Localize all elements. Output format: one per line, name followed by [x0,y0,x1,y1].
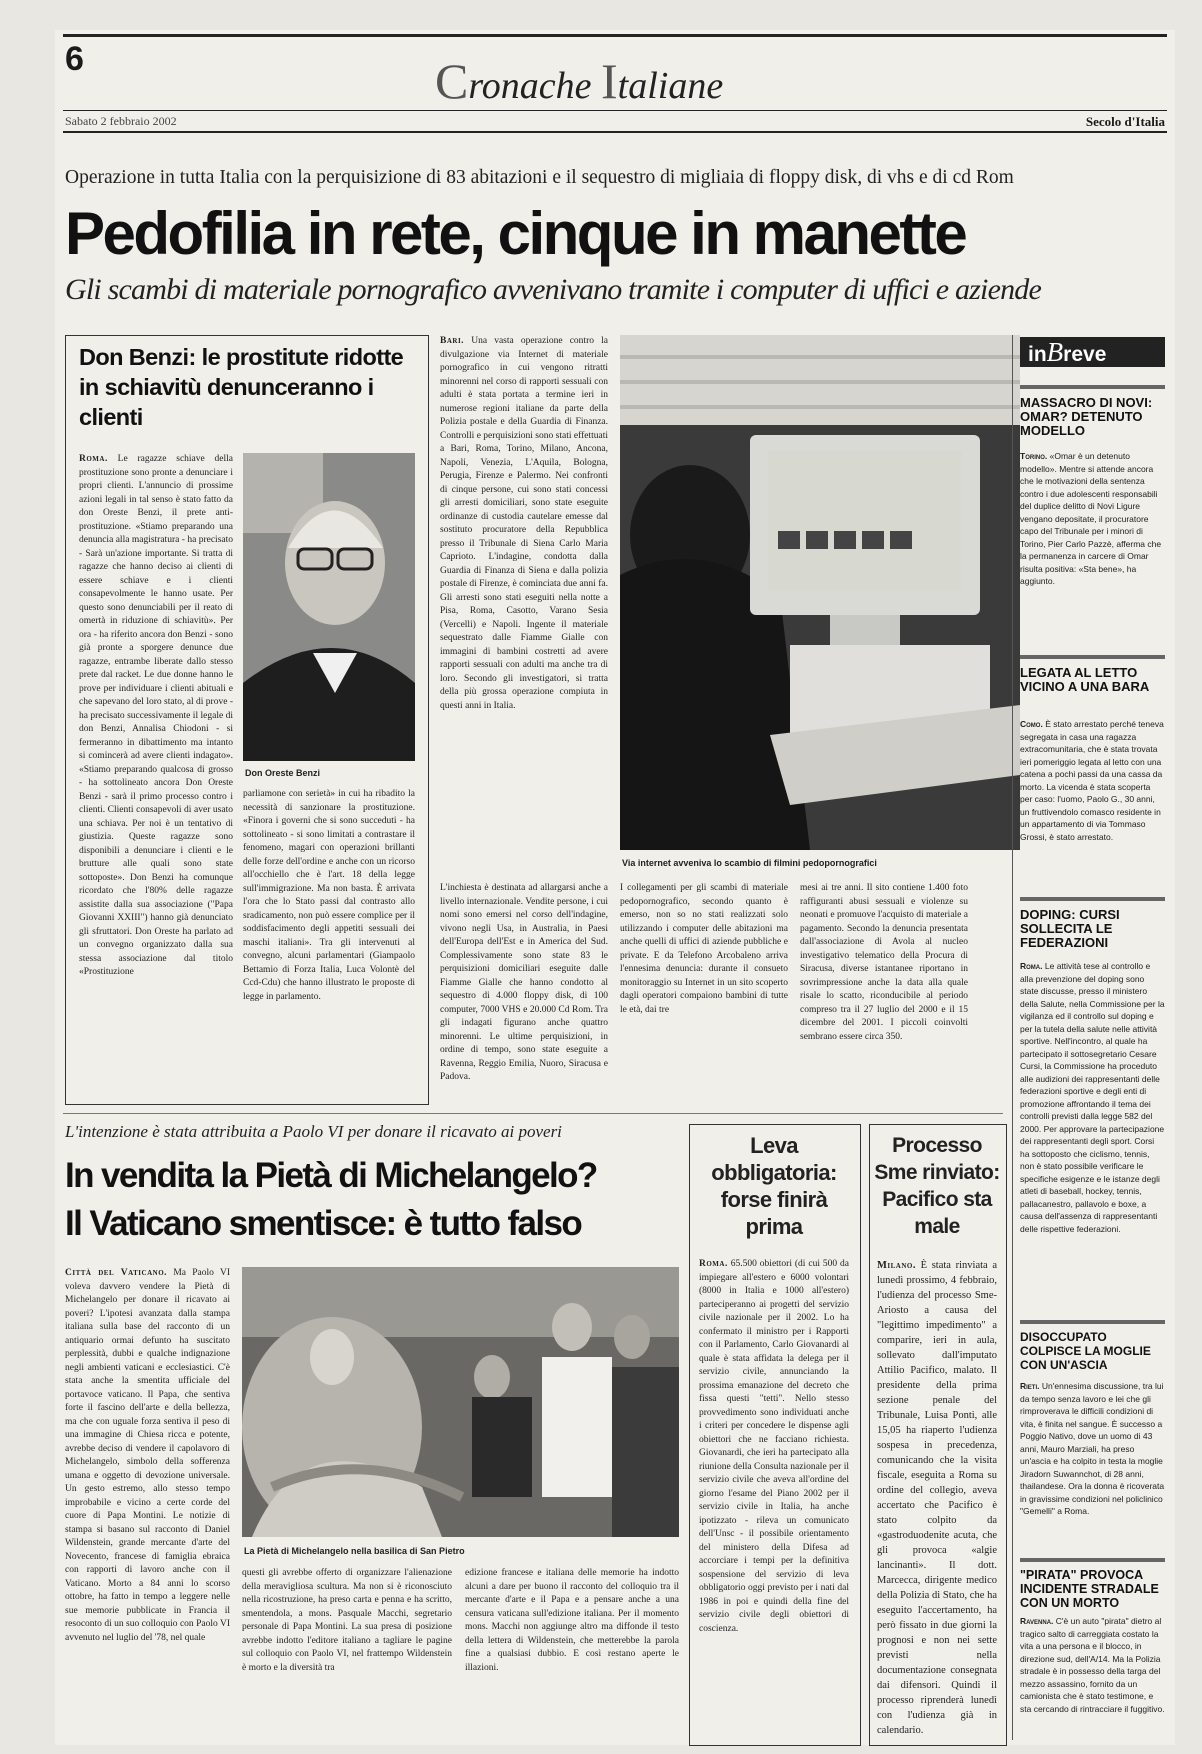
pieta-photo-caption: La Pietà di Michelangelo nella basilica di San Pietro [244,1546,465,1556]
pieta-dateline: Città del Vaticano. [65,1268,168,1278]
breve-item-4 [1020,1380,1165,1550]
lead-col-1 [440,335,608,875]
pieta-headline-1: In vendita la Pietà di Michelangelo? [65,1156,597,1195]
in-breve-logo [1020,337,1165,367]
section-title-initial-c: C [435,53,469,109]
lead-headline: Pedofilia in rete, cinque in manette [65,200,966,267]
breve-item-4-dateline: Rieti. [1020,1381,1040,1391]
section-title [435,52,895,110]
sme-dateline: Milano. [877,1260,916,1271]
pieta-col-1 [65,1267,230,1742]
breve-divider [1012,335,1013,1740]
sme-text [877,1258,997,1736]
breve-item-5-title: "PIRATA" PROVOCA INCIDENTE STRADALE CON UN MORTO [1020,1568,1159,1610]
section-title-part-2: taliane [617,65,724,107]
issue-date: Sabato 2 febbraio 2002 [65,114,177,128]
pieta-photo [242,1267,679,1537]
benzi-photo-caption: Don Oreste Benzi [245,768,321,778]
breve-item-3-dateline: Roma. [1020,961,1043,971]
benzi-headline: Don Benzi: le prostitute ridotte in schiavitù denunceranno i clienti [79,344,404,430]
leva-text-body: 65.500 obiettori (di cui 500 da impiegare all'estero e 6000 volontari (8000 in Italia e 1000 all'estero) parteciperanno ai progetti del servizio civile nazionale per il 2002. Lo ha confermato il ministro per i Rapporti con il Parlamento, Carlo Giovanardi al quale è stata affidata la delega per il servizio civile, annunciando la prossima emanazione del decreto che fissa questi "tetti". Nello stesso provvedimento sono individuati anche i criteri per concedere le dispense agli obiettori che ne facciano richiesta. Giovanardi, che ieri ha partecipato alla riunione della Consulta nazionale per il servizio civile che aveva all'ordine del giorno l'esame del Piano 2002 per il servizio civile in Italia, ha anche ipotizzato - rileva un comunicato dell'Unsc - il possibile orientamento del ministero della Difesa ad accorciare i tempi per la definitiva sospensione del servizio di leva obbligatorio oggi previsto per i nati dal 1986 in poi e quindi della fine del servizio civile degli obiettori di coscienza. [699,1259,849,1634]
leva-dateline: Roma. [699,1259,728,1269]
newspaper-name: Secolo d'Italia [1085,114,1165,129]
breve-item-1 [1020,450,1165,648]
lead-col-3: I collegamenti per gli scambi di materiale pedopornografico, secondo quanto è emerso, non so no stati realizzati solo utilizzando i computer delle abitazioni ma anche quelli di uffici di aziende pubbliche e private. E da Telefono Arcobaleno arriva l'ennesima denuncia: durante il consueto monitoraggio su Internet in un sito scoperto dagli operatori compaiono bambini di tutte le età, dai tre [620,883,788,1015]
pieta-text-1: Ma Paolo VI voleva davvero vendere la Pietà di Michelangelo per donare il ricavato ai poveri? L'ipotesi avanzata dalla stampa italiana sulla base del racconto di un antiquario ormai defunto ha suscitato perplessità, dubbi e qualche indignazione negli ambienti vaticani e ecclesiastici. C'è stata anche la smentita ufficiale del portavoce vaticano. Il Papa, che sentiva forte il fascino dell'arte e della bellezza, ma che con uguale forza sentiva il peso di una immagine di Chiesa ricca e potente, avrebbe deciso di vendere il capolavoro di Michelangelo, simbolo della sofferenza umana e oggetto di devozione universale. Un gesto estremo, allo stesso tempo improbabile e vicino a certe corde del cuore di Papa Montini. Le notizie di stampa si basano sul racconto di Daniel Wildenstein, grande mercante d'arte del Novecento, francese di famiglia ebraica con rapporti di lavoro anche con il Vaticano. Morto a 84 anni lo scorso ottobre, ha fatto in tempo a leggere nelle sue memorie pubblicate in Francia il resoconto di un suo colloquio con Paolo VI avvenuto nel luglio del '78, nel quale [65,1268,230,1643]
pieta-headline-2: Il Vaticano smentisce: è tutto falso [65,1204,582,1243]
breve-item-5-text: C'è un auto "pirata" dietro al tragico salto di carreggiata costato la vita a una persona e il blocco, in direzione sud, dell'A/14. Ma la Polizia stradale è in possesso della targa del mezzo assassino, fornito da un camionista che è stato testimone, e sta cercando di rintracciare il fuggitivo. [1020,1616,1165,1714]
masthead-bottom-rule [63,131,1167,133]
section-title-initial-i: I [600,53,618,109]
benzi-col-2: parliamone con serietà» in cui ha ribadito la necessità di sanzionare la prostituzione. «Finora i governi che si sono succeduti - ha sottolineato - si sono limitati a contrastare il fenomeno, magari con operazioni brillanti delle forze dell'ordine e anche con un ricorso all'occhiello che è l'art. 18 della legge sull'immigrazione. Ma non basta. È arrivata l'ora che lo Stato passi dal contrasto allo sradicamento, non può essere complice per il soddisfacimento degli appetiti sessuali dei maschi italiani». Tra gli intervenuti al convegno, alcuni parlamentari (Giampaolo Bettamio di Forza Italia, Luca Volontè del Ccd-Cdu) che hanno illustrato le proposte di legge in parlamento. [243,789,415,1002]
pieta-top-rule [63,1113,1003,1114]
sme-text-body: È stata rinviata a lunedì prossimo, 4 febbraio, l'udienza del processo Sme-Ariosto a causa del "legittimo impedimento" a comparire, ieri in aula, sollevato dall'imputato Attilio Pacifico, malato. Il presidente della prima sezione penale del Tribunale, Luisa Ponti, alle 15,05 ha riaperto l'udienza sospesa in precedenza, comunicando che la visita fiscale, eseguita a Roma su ordine del collegio, aveva accertato che Pacifico è stato colpito da «gastroduodenite acuta, che gli provoca «algie lancinanti». Il dott. Marcecca, dirigente medico della Polizia di Stato, che ha eseguito l'accertamento, ha però fissato in due giorni la prognosi e non nei sette previsti nella documentazione consegnata dai difensori. Quindi il processo riprenderà lunedì con l'udienza già in calendario. [877,1260,997,1736]
breve-rule-1 [1020,385,1165,389]
breve-item-2-text: È stato arrestato perché teneva segregata in casa una ragazza extracomunitaria, che è stata trovata ieri pomeriggio legata al letto con una catena a pochi passi da una cassa da morto. La vicenda è stata scoperta per caso: l'uomo, Paolo G., 30 anni, un fruttivendolo comasco residente in un appartamento di via Tommaso Grossi, è stato arrestato. [1020,719,1164,842]
page-number: 6 [65,40,84,78]
in-breve-logo-in: in [1028,343,1047,366]
breve-item-1-dateline: Torino. [1020,451,1048,461]
breve-rule-3 [1020,897,1165,901]
section-title-part-1: ronache [468,65,601,107]
lead-kicker: Operazione in tutta Italia con la perquisizione di 83 abitazioni e il sequestro di migliaia di floppy disk, di vhs e di cd Rom [65,167,1014,188]
breve-rule-5 [1020,1558,1165,1562]
breve-item-1-text: «Omar è un detenuto modello». Mentre si attende ancora che le motivazioni della sentenza contro i due adolescenti responsabili del duplice delitto di Novi Ligure vengano depositate, il procuratore capo del Tribunale per i minori di Torino, Pier Carlo Pazzè, afferma che la permanenza in carcere di Omar risulta positiva: «Sta bene», ha aggiunto. [1020,451,1162,586]
breve-item-5-dateline: Ravenna. [1020,1616,1054,1626]
benzi-text-1: Le ragazze schiave della prostituzione sono pronte a denunciare i propri clienti. L'annuncio di prossime azioni legali in tal senso è stato fatto da don Oreste Benzi, il prete anti-prostituzione. «Stiamo preparando una denuncia alla magistratura - ha precisato - Sarà un'azione importante. Si tratta di ragazze che hanno deciso ai clienti di essere schiave e i clienti consapevolmente le hanno usate. Per questo sono denunciabili per il reato di omertà in riduzione di schiavitù». Per ora - ha riferito ancora don Benzi - sono già pronte a sporgere denunce due ragazze, entrambe liberate dallo stesso prete dal racket. Le due donne hanno le prove per individuare i clienti abituali e che sapevano del loro stato, al di prove - ha precisato successivamente il legale di don Benzi, Annalisa Chiodoni - si fermeranno in dibattimento ma intanto si comincerà ad avere clienti indagato». «Stiamo preparando qualcosa di grosso - ha sottolineato ancora Don Oreste Benzi - sarà il primo processo contro i clienti. Clienti consapevoli di aver usato una schiava. Per noi è un tentativo di giustizia. Queste ragazze sono disponibili a denunciare i clienti e le brutture alle quali sono state sottoposte». Don Benzi ha comunque ricordato che l'80% delle ragazze assistite dalla sua associazione ("Papa Giovanni XXIII") hanno già denunciato gli sfruttatori. Don Oreste ha parlato ad un convegno organizzato dalla sua stessa associazione dal titolo «Prostituzione [79,454,233,977]
masthead-rule [63,110,1167,111]
breve-rule-4 [1020,1320,1165,1324]
breve-item-3 [1020,960,1165,1312]
leva-text [699,1258,849,1736]
lead-subhead: Gli scambi di materiale pornografico avvenivano tramite i computer di uffici e aziende [65,273,1042,306]
leva-headline: Leva obbligatoria: forse finirà prima [711,1133,837,1239]
breve-item-2-title: LEGATA AL LETTO VICINO A UNA BARA [1020,665,1150,694]
in-breve-logo-b: B [1046,337,1064,367]
breve-item-4-title: DISOCCUPATO COLPISCE LA MOGLIE CON UN'ASCIA [1020,1330,1151,1372]
benzi-photo [243,453,415,761]
top-rule [63,34,1167,37]
pieta-col-2: questi gli avrebbe offerto di organizzare l'alienazione della meravigliosa scultura. Ma non si è riconosciuto nella ricostruzione, ha preso carta e penna e ha scritto, smentendola, a mons. Pasquale Macchi, segretario personale di Papa Montini. La sua presa di posizione avrebbe indotto l'editore italiano a tagliare le pagine sul colloquio con Paolo VI, nel frattempo Wildenstein è morto e la diversità tra [242,1568,452,1673]
benzi-dateline: Roma. [79,454,108,464]
lead-text-1: Una vasta operazione contro la divulgazione via Internet di materiale pornografico in cui vengono ritratti minorenni nel corso di rapporti sessuali con adulti è stata portata a termine ieri in numerose regioni italiane da parte della Polizia postale e della Guardia di Finanza. Controlli e perquisizioni sono stati effettuati a Bari, Roma, Torino, Milano, Ancona, Napoli, Venezia, L'Aquila, Bologna, Perugia, Firenze e Palermo. Nei confronti di cinque persone, cui sono stati concessi gli arresti domiciliari, sono state eseguite ordinanze di custodia cautelare emesse dal sostituto procuratore della Repubblica presso il Tribunale di Siena Carlo Maria Caprioto. L'indagine, condotta dalla Guardia di Finanza di Siena e dalla polizia postale di Firenze, è cominciata due anni fa. Gli arresti sono stati eseguiti nella notte a Pisa, Roma, Casotto, Varano Sesia (Vercelli) e Napoli. Ingente il materiale sequestrato dalle Fiamme Gialle con immagini di bambini costretti ad avere rapporti sessuali con adulti ma anche tra di loro. Secondo gli investigatori, si tratta della più grossa operazione compiuta in questi anni in Italia. [440,336,608,711]
breve-rule-2 [1020,655,1165,659]
breve-item-4-text: Un'ennesima discussione, tra lui da tempo senza lavoro e lei che gli rimproverava le difficili condizioni di vita, è finita nel sangue. È successo a Poggio Nativo, dove un uomo di 43 anni, Mauro Marziali, ha preso un'ascia e ha colpito in testa la moglie Jiradorn Suwannchot, di 28 anni, thailandese. Ora la donna è ricoverata in gravissime condizioni nel policlinico "Gemelli" a Roma. [1020,1381,1165,1516]
computer-photo-caption: Via internet avveniva lo scambio di filmini pedopornografici [622,858,877,868]
in-breve-logo-reve: reve [1063,343,1107,366]
pieta-kicker: L'intenzione è stata attribuita a Paolo VI per donare il ricavato ai poveri [65,1122,562,1141]
pieta-col-3: edizione francese e italiana delle memorie ha indotto alcuni a dare per buono il racconto del colloquio tra il mercante d'arte e il Papa e a pensare anche a una censura vaticana sull'edizione italiana. Per il momento mons. Macchi non aggiunge altro ma diffonde il testo della lettera di Wildenstein, che metterebbe la parola fine a qualsiasi dubbio. E così restano aperte le illazioni. [465,1568,679,1673]
newspaper-page [55,30,1175,1745]
breve-item-3-title: DOPING: CURSI SOLLECITA LE FEDERAZIONI [1020,907,1120,950]
breve-item-1-title: MASSACRO DI NOVI: OMAR? DETENUTO MODELLO [1020,395,1153,438]
breve-item-3-text: Le attività tese al controllo e alla prevenzione del doping sono state discusse, presso il ministero della Salute, nella Commissione per la vigilanza ed il controllo sul doping e per la tutela della salute nelle attività sportive. Nell'incontro, al quale ha partecipato il sottosegretario Cesare Cursi, la Commissione ha proceduto alle audizioni dei rappresentanti delle federazioni sportive e degli enti di promozione affrontando il tema dei controlli previsti dalla legge 582 del 2000. Per approvare la partecipazione dei rappresentanti degli sport. Corsi ha sottoposto che ciclismo, tennis, non è stato possibile verificare le specifiche esigenze e le istanze degli atleti di baseball, hockey, tennis, pallacanestro, pallavolo e boxe, a causa dell'assenza di rappresentanti delle rispettive federazioni. [1020,961,1165,1234]
breve-item-5 [1020,1615,1165,1740]
lead-col-2: L'inchiesta è destinata ad allargarsi anche a livello internazionale. Vendite persone, i cui nomi sono emersi nel corso dell'indagine, vivono negli Usa, in Australia, in Paesi dell'Europa dell'Est e in America del Sud. Complessivamente sono state 83 le perquisizioni domiciliari eseguite dalle Fiamme Gialle che hanno condotto al sequestro di 4.000 floppy disk, di 100 computer, 7000 VHS e 20.000 Cd Rom. Tra gli indagati figurano anche quattro minorenni. Le ultime perquisizioni, in ordine di tempo, sono state eseguite a Ravenna, Reggio Emilia, Nuoro, Siracusa e Padova. [440,883,608,1082]
breve-item-2-dateline: Como. [1020,719,1043,729]
lead-dateline: Bari. [440,336,465,346]
computer-photo [620,335,1020,850]
lead-col-4: mesi ai tre anni. Il sito contiene 1.400 foto raffiguranti abusi sessuali e violenze su neonati e promuove l'acquisto di materiale a pagamento. Secondo la denuncia presentata dall'associazione di Avola al nucleo investigativo telematico della Procura di Siracusa, diverse istantanee riportano in sovrimpressione anche la data alla quale risale lo scatto, riconducibile al periodo compreso tra il 27 luglio del 2000 e il 15 dicembre del 2001. I piccoli coinvolti sembrano essere circa 350. [800,883,968,1042]
sme-headline: Processo Sme rinviato: Pacifico sta male [874,1134,1000,1238]
benzi-col-1 [79,453,233,1093]
breve-item-2 [1020,718,1165,890]
